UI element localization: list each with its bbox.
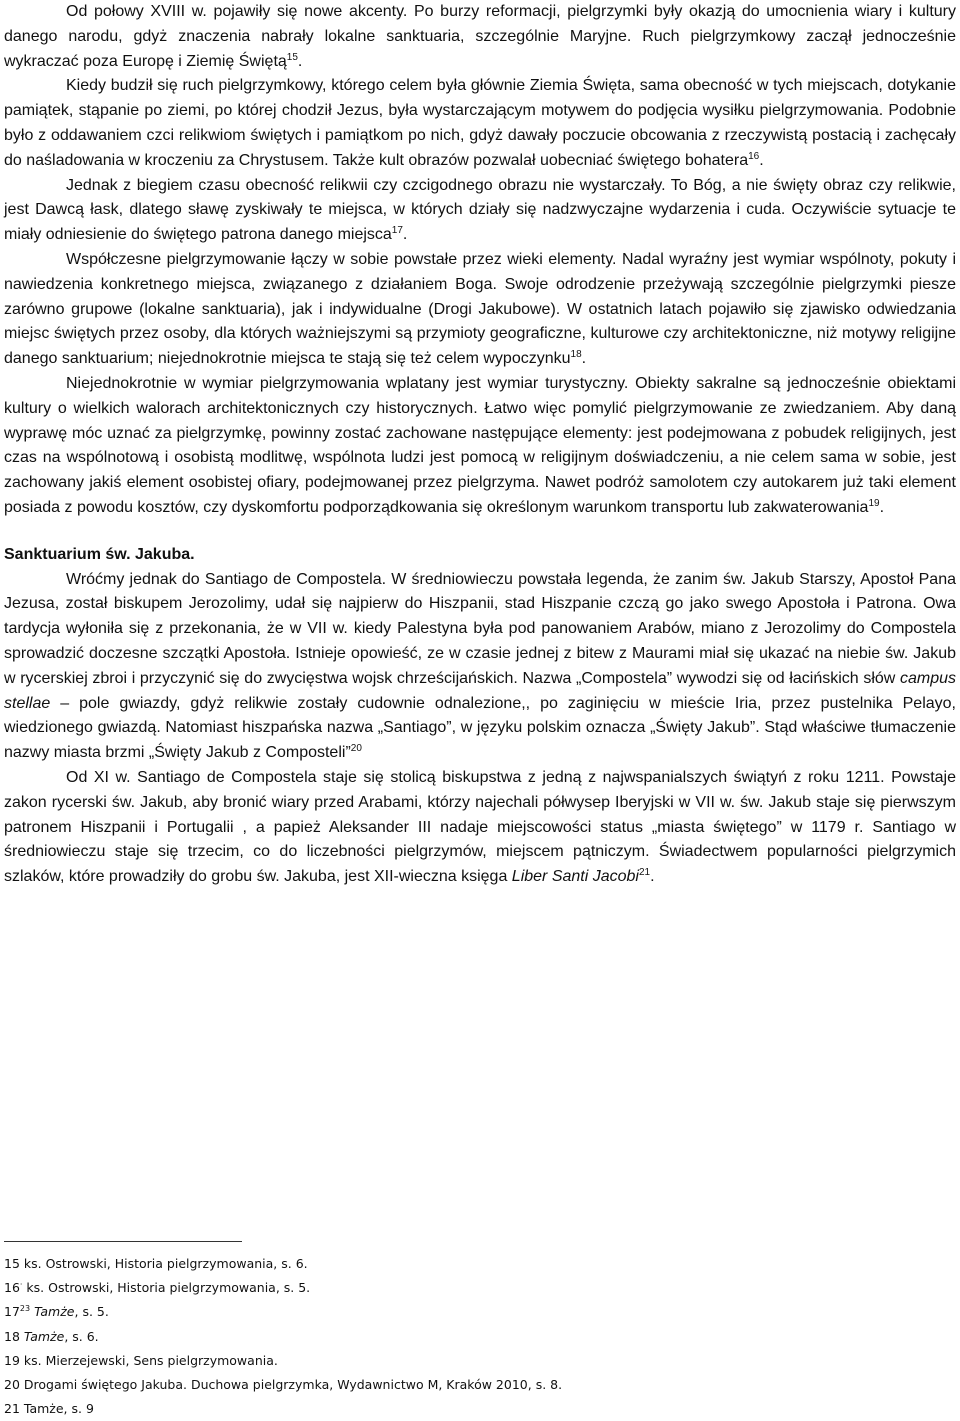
footnote-ref-21[interactable]: 21 bbox=[638, 867, 651, 879]
footnote-ref-19[interactable]: 19 bbox=[868, 497, 880, 509]
footnote-number: 16 bbox=[4, 1280, 20, 1296]
paragraph-7-end: . bbox=[650, 868, 655, 886]
paragraph-4-end: . bbox=[581, 350, 587, 368]
footnote-text: , s. 5. bbox=[74, 1304, 109, 1320]
footnote-number: 20 bbox=[4, 1376, 20, 1392]
footnote-ref-20[interactable]: 20 bbox=[350, 743, 362, 755]
footnote-19 bbox=[4, 1349, 904, 1373]
paragraph-6-text-a: Wróćmy jednak do Santiago de Compostela. W średniowieczu powstała legenda, że zanim św. Jakub Starszy, Apostoł Pana Jezusa, został biskupem Jerozolimy, udał się najpierw do Hiszpanii, stad Hiszpanie czczą go jako swego Apostoła i Patrona. Owa tardycja wyłoniła się z przekonania, że w VII w. kiedy Palestyna była pod panowaniem Arabów, miano z Jerozolimy do Compostela sprowadzić doczesne szczątki Apostoła. Istnieje opowieść, ze w czasie jednej z bitew z Maurami miał się ukazać na niebie św. Jakub w rycerskiej zbroi i przyczynić się do zwycięstwa wojsk chrześcijańskich. Nazwa „Compostela” wywodzi się od łacińskich słów bbox=[4, 570, 956, 687]
paragraph-1 bbox=[4, 0, 956, 74]
paragraph-2-end: . bbox=[759, 151, 764, 169]
document-page bbox=[4, 0, 956, 890]
footnote-text: ks. Mierzejewski, Sens pielgrzymowania. bbox=[19, 1352, 278, 1368]
footnote-number: 18 bbox=[4, 1328, 20, 1344]
footnote-text: , s. 6. bbox=[64, 1328, 99, 1344]
footnote-ref-16[interactable]: 16 bbox=[748, 150, 760, 162]
footnote-17 bbox=[4, 1300, 904, 1324]
footnote-number: 17 bbox=[4, 1304, 20, 1320]
paragraph-2-text: Kiedy budził się ruch pielgrzymkowy, którego celem była głównie Ziemia Święta, sama obecność w tych miejscach, dotykanie pamiątek, stąpanie po ziemi, po której chodził Jezus, była wystarczającym motywem do podjęcia wysiłku pielgrzymowania. Podobnie było z oddawaniem czci relikwiom świętych i pamiątkom po nich, gdyż dawały poczucie obcowania z rzeczywistą postacią i zachęcały do naśladowania w kroczeniu za Chrystusem. Także kult obrazów pozwalał uobecniać świętego bohatera bbox=[4, 77, 956, 169]
paragraph-3-end: . bbox=[402, 226, 408, 244]
footnote-number: 15 bbox=[4, 1256, 20, 1271]
footnote-ref-17[interactable]: 17 bbox=[391, 225, 403, 237]
footnote-text: Drogami świętego Jakuba. Duchowa pielgrzymka, Wydawnictwo M, Kraków 2010, s. 8. bbox=[19, 1376, 563, 1392]
paragraph-7-text: Od XI w. Santiago de Compostela staje się stolicą biskupstwa z jedną z najwspanialszych świątyń z roku 1211. Powstaje zakon rycerski św. Jakub, aby bronić wiary przed Arabami, którzy najechali półwysep Iberyjski w VII w. św. Jakub staje się pierwszym patronem Hiszpanii i Portugalii , a papież Aleksander III nadaje miejscowości status „miasta świętego” w 1179 r. Santiago w średniowieczu staje się trzecim, co do liczebności pielgrzymów, miejscem pątniczym. Świadectwem popularności pielgrzymich szlaków, które prowadziły do grobu św. Jakuba, jest XII-wieczna księga bbox=[4, 768, 956, 886]
footnote-text: ks. Ostrowski, Historia pielgrzymowania, s. 6. bbox=[19, 1256, 308, 1271]
footnote-text: Tamże, s. 9 bbox=[19, 1401, 94, 1417]
paragraph-4-text: Współczesne pielgrzymowanie łączy w sobie powstałe przez wieki elementy. Nadal wyraźny jest wymiar wspólnoty, pokuty i nawiedzenia konkretnego miejsca, związanego z działaniem Boga. Swoje odrodzenie przeżywają szczególnie pielgrzymki piesze zarówno grupowe (lokalne sanktuaria), jak i indywidualne (Drogi Jakubowe). W ostatnich latach pojawiło się zjawisko odwiedzania miejsc świętych przez osoby, dla których ważniejszymi są przymioty geograficzne, kulturowe czy architektoniczne, niż motywy religijne danego sanktuarium; niejednokrotnie miejsca te stają się też celem wypoczynku bbox=[4, 250, 956, 368]
footnote-italic: Tamże bbox=[23, 1328, 65, 1344]
paragraph-7 bbox=[4, 766, 956, 890]
footnote-mark: 23 bbox=[19, 1304, 31, 1314]
footnote-number: 21 bbox=[4, 1401, 20, 1417]
paragraph-5 bbox=[4, 372, 956, 521]
paragraph-3 bbox=[4, 174, 956, 248]
paragraph-6 bbox=[4, 568, 956, 766]
footnote-21 bbox=[4, 1397, 904, 1421]
footnote-italic: Tamże bbox=[34, 1304, 75, 1320]
paragraph-7-italic: Liber Santi Jacobi bbox=[511, 868, 639, 886]
paragraph-6-italic: campus stellae bbox=[4, 669, 956, 712]
paragraph-2 bbox=[4, 74, 956, 173]
footnote-18 bbox=[4, 1325, 904, 1349]
section-heading: Sanktuarium św. Jakuba. bbox=[4, 545, 195, 563]
footnotes bbox=[4, 1252, 904, 1421]
paragraph-3-text: Jednak z biegiem czasu obecność relikwii czy czcigodnego obrazu nie wystarczały. To Bóg, a nie święty obraz czy relikwie, jest Dawcą łask, dlatego sławę zyskiwały te miejsca, w których działy się nadzwyczajne wydarzenia i cuda. Oczywiście sytuacje te miały odniesienie do świętego patrona danego miejsca bbox=[4, 176, 956, 244]
footnote-separator bbox=[4, 1241, 242, 1242]
footnote-16 bbox=[4, 1276, 904, 1300]
footnote-15 bbox=[4, 1252, 904, 1276]
paragraph-5-text: Niejednokrotnie w wymiar pielgrzymowania wplatany jest wymiar turystyczny. Obiekty sakralne są jednocześnie obiektami kultury o wielkich walorach architektonicznych czy historycznych. Łatwo więc pomylić pielgrzymowanie ze zwiedzaniem. Aby daną wyprawę móc uznać za pielgrzymkę, powinny zostać zachowane następujące elementy: jest podejmowana z pobudek religijnych, jest czas na wspólnotową i osobistą modlitwę, wspólnota ludzi jest pomocą w religijnym doświadczeniu, a nie celem sama w sobie, jest zachowany jakiś element osobistej ofiary, podejmowanej przez pielgrzyma. Nawet podróż samolotem czy autokarem już taki element posiada z powodu kosztów, czy dyskomfortu podporządkowania się określonym warunkom transportu lub zakwaterowania bbox=[4, 374, 956, 516]
footnote-ref-15[interactable]: 15 bbox=[286, 51, 298, 63]
footnote-mark: · bbox=[19, 1280, 23, 1290]
footnote-number: 19 bbox=[4, 1352, 20, 1368]
footnote-ref-18[interactable]: 18 bbox=[570, 349, 582, 361]
paragraph-6-text-b: – pole gwiazdy, gdyż relikwie zostały cudownie odnalezione,, po zaginięciu w mieście Iria, przez pustelnika Pelayo, wiedzionego gwiazdą. Natomiast hiszpańska nazwa „Santiago”, w języku polskim oznacza „Święty Jakub”. Stąd właściwe tłumaczenie nazwy miasta brzmi „Święty Jakub z Composteli” bbox=[4, 694, 956, 762]
paragraph-5-end: . bbox=[879, 498, 885, 516]
paragraph-1-text: Od połowy XVIII w. pojawiły się nowe akcenty. Po burzy reformacji, pielgrzymki były okazją do umocnienia wiary i kultury danego narodu, gdyż znaczenia nabrały lokalne sanktuaria, szczególnie Maryjne. Ruch pielgrzymkowy zaczął jednocześnie wykraczać poza Europę i Ziemię Świętą bbox=[4, 3, 956, 70]
paragraph-4 bbox=[4, 248, 956, 372]
footnote-20 bbox=[4, 1373, 904, 1397]
footnote-text: ks. Ostrowski, Historia pielgrzymowania, s. 5. bbox=[22, 1280, 311, 1296]
paragraph-1-end: . bbox=[297, 52, 303, 70]
